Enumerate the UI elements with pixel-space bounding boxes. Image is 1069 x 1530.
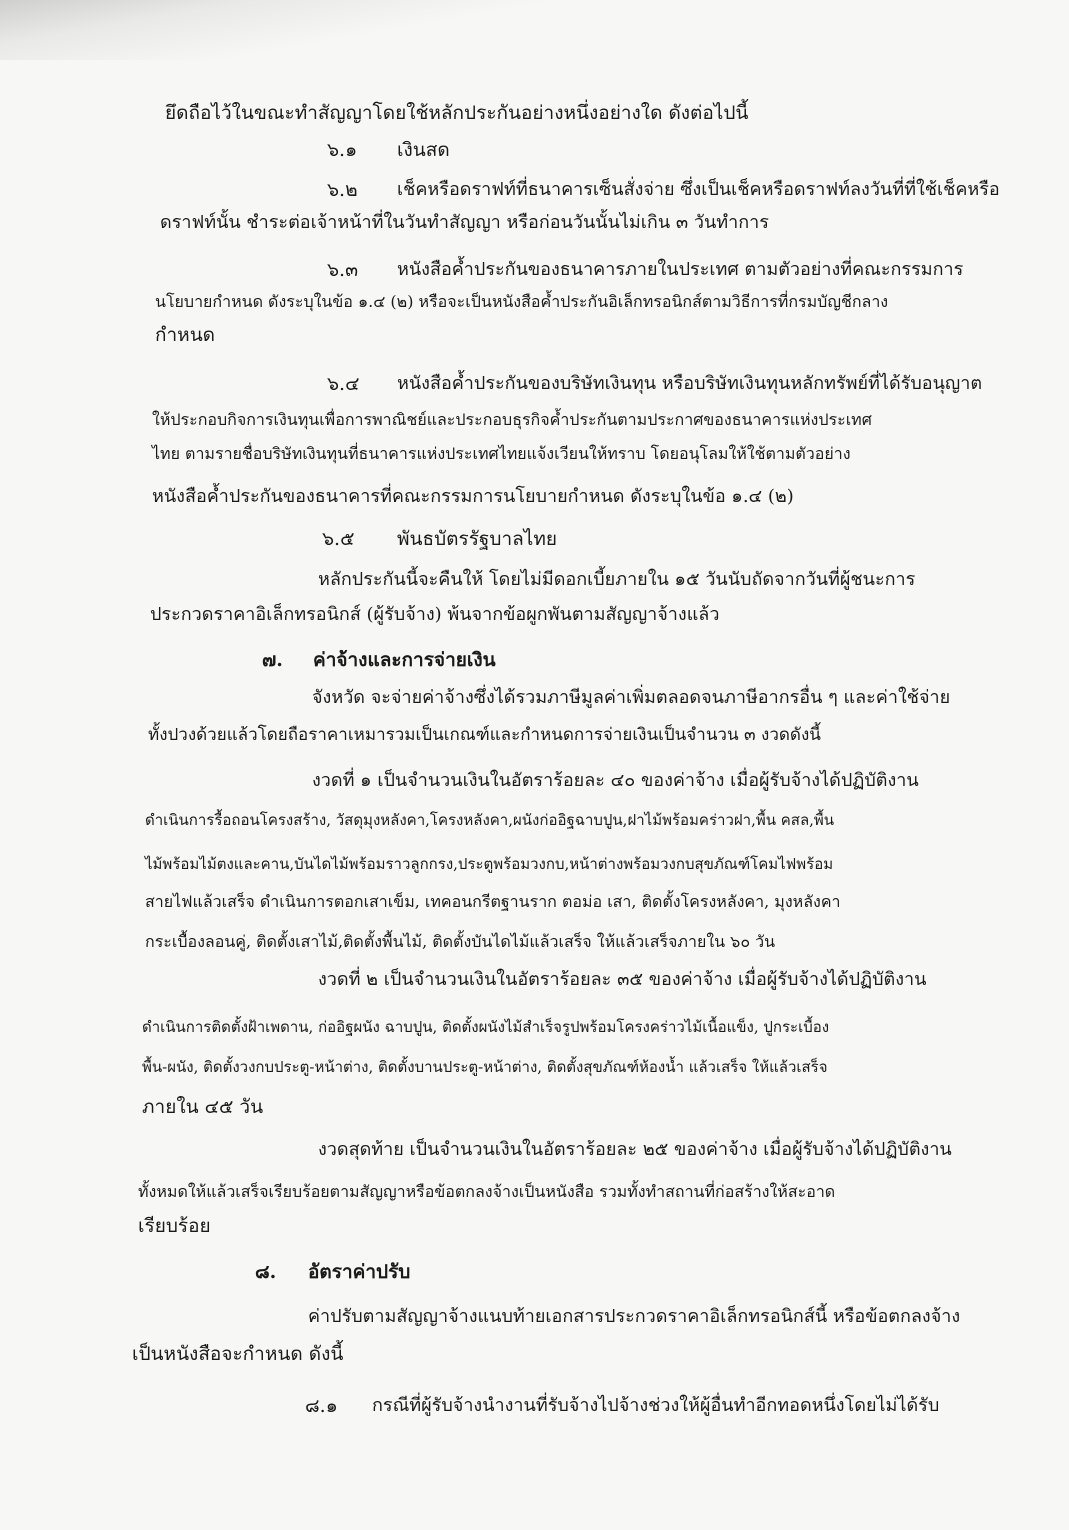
page-top-shadow [0,0,1069,60]
text-line: เรียบร้อย [138,1215,211,1237]
section-number: ๗. [262,649,283,671]
text-line: พื้น-ผนัง, ติดตั้งวงกบประตู-หน้าต่าง, ติดตั้งบานประตู-หน้าต่าง, ติดตั้งสุขภัณฑ์ห้องน้ำ แล้วเสร็จ ให้แล้วเสร็จ [142,1058,828,1076]
text-line: ไม้พร้อมไม้ตงและคาน,บันไดไม้พร้อมราวลูกกรง,ประตูพร้อมวงกบ,หน้าต่างพร้อมวงกบสุขภัณฑ์โคมไฟพร้อม [145,855,834,873]
text-line: กระเบื้องลอนคู่, ติดตั้งเสาไม้,ติดตั้งพื้นไม้, ติดตั้งบันไดไม้แล้วเสร็จ ให้แล้วเสร็จภายใน ๖๐ วัน [145,932,776,951]
text-line: ไทย ตามรายชื่อบริษัทเงินทุนที่ธนาคารแห่งประเทศไทยแจ้งเวียนให้ทราบ โดยอนุโลมให้ใช้ตามตัวอย่าง [152,444,851,463]
text-line: ภายใน ๔๕ วัน [142,1096,264,1118]
text-line: เป็นหนังสือจะกำหนด ดังนี้ [132,1343,344,1365]
text-line: ทั้งปวงด้วยแล้วโดยถือราคาเหมารวมเป็นเกณฑ์และกำหนดการจ่ายเงินเป็นจำนวน ๓ งวดดังนี้ [148,725,821,745]
section-heading: ค่าจ้างและการจ่ายเงิน [313,649,496,671]
text-line: นโยบายกำหนด ดังระบุในข้อ ๑.๔ (๒) หรือจะเป็นหนังสือค้ำประกันอิเล็กทรอนิกส์ตามวิธีการที่กรมบัญชีกลาง [155,292,889,311]
text-line: ดำเนินการรื้อถอนโครงสร้าง, วัสดุมุงหลังคา,โครงหลังคา,ผนังก่ออิฐฉาบปูน,ฝาไม้พร้อมคร่าวฝา,พื้น คสล,พื้น [145,811,835,829]
text-line: หนังสือค้ำประกันของบริษัทเงินทุน หรือบริษัทเงินทุนหลักทรัพย์ที่ได้รับอนุญาต [397,373,983,394]
text-line: ประกวดราคาอิเล็กทรอนิกส์ (ผู้รับจ้าง) พ้นจากข้อผูกพันตามสัญญาจ้างแล้ว [150,604,720,625]
item-number: ๖.๑ [327,139,358,161]
text-line: ให้ประกอบกิจการเงินทุนเพื่อการพาณิชย์และประกอบธุรกิจค้ำประกันตามประกาศของธนาคารแห่งประเทศ [152,410,872,429]
text-line: หนังสือค้ำประกันของธนาคารที่คณะกรรมการนโยบายกำหนด ดังระบุในข้อ ๑.๔ (๒) [152,486,794,507]
text-line: งวดที่ ๑ เป็นจำนวนเงินในอัตราร้อยละ ๔๐ ของค่าจ้าง เมื่อผู้รับจ้างได้ปฏิบัติงาน [312,770,919,791]
text-line: เช็คหรือดราฟท์ที่ธนาคารเซ็นสั่งจ่าย ซึ่งเป็นเช็คหรือดราฟท์ลงวันที่ที่ใช้เช็คหรือ [397,179,1000,200]
section-number: ๘. [255,1261,277,1283]
item-number: ๖.๔ [327,373,360,395]
section-heading: อัตราค่าปรับ [308,1261,411,1283]
text-line: งวดที่ ๒ เป็นจำนวนเงินในอัตราร้อยละ ๓๕ ของค่าจ้าง เมื่อผู้รับจ้างได้ปฏิบัติงาน [318,969,927,990]
text-line: ดราฟท์นั้น ชำระต่อเจ้าหน้าที่ในวันทำสัญญา หรือก่อนวันนั้นไม่เกิน ๓ วันทำการ [160,212,769,233]
text-line: ทั้งหมดให้แล้วเสร็จเรียบร้อยตามสัญญาหรือข้อตกลงจ้างเป็นหนังสือ รวมทั้งทำสถานที่ก่อสร้างให้สะอาด [138,1182,836,1201]
text-line: กรณีที่ผู้รับจ้างนำงานที่รับจ้างไปจ้างช่วงให้ผู้อื่นทำอีกทอดหนึ่งโดยไม่ได้รับ [372,1395,940,1416]
text-line: งวดสุดท้าย เป็นจำนวนเงินในอัตราร้อยละ ๒๕ ของค่าจ้าง เมื่อผู้รับจ้างได้ปฏิบัติงาน [318,1139,952,1160]
text-line: จังหวัด จะจ่ายค่าจ้างซึ่งได้รวมภาษีมูลค่าเพิ่มตลอดจนภาษีอากรอื่น ๆ และค่าใช้จ่าย [312,687,951,708]
item-number: ๖.๓ [327,259,359,281]
text-line: ยึดถือไว้ในขณะทำสัญญาโดยใช้หลักประกันอย่างหนึ่งอย่างใด ดังต่อไปนี้ [165,102,749,124]
text-line: กำหนด [155,324,216,346]
text-line: สายไฟแล้วเสร็จ ดำเนินการตอกเสาเข็ม, เทคอนกรีตฐานราก ตอม่อ เสา, ติดตั้งโครงหลังคา, มุงหลังคา [145,892,841,911]
text-line: ค่าปรับตามสัญญาจ้างแนบท้ายเอกสารประกวดราคาอิเล็กทรอนิกส์นี้ หรือข้อตกลงจ้าง [308,1306,961,1327]
item-number: ๖.๕ [322,528,355,550]
item-number: ๘.๑ [305,1395,338,1417]
text-line: ดำเนินการติดตั้งฝ้าเพดาน, ก่ออิฐผนัง ฉาบปูน, ติดตั้งผนังไม้สำเร็จรูปพร้อมโครงคร่าวไม้เนื้อแข็ง, ปูกระเบื้อง [142,1018,830,1036]
text-line: เงินสด [397,139,450,161]
text-line: พันธบัตรรัฐบาลไทย [397,528,557,550]
text-line: หลักประกันนี้จะคืนให้ โดยไม่มีดอกเบี้ยภายใน ๑๕ วันนับถัดจากวันที่ผู้ชนะการ [318,569,916,590]
text-line: หนังสือค้ำประกันของธนาคารภายในประเทศ ตามตัวอย่างที่คณะกรรมการ [397,259,964,280]
item-number: ๖.๒ [327,179,358,201]
